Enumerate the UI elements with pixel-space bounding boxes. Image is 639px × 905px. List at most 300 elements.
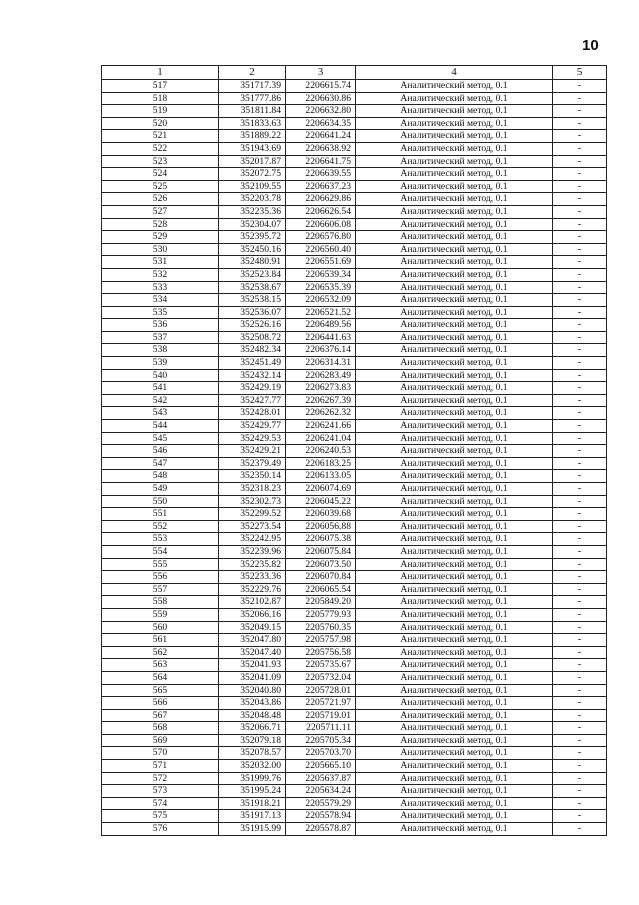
note-cell: -	[553, 697, 607, 710]
header-col-3: 3	[286, 66, 356, 80]
x-coordinate-cell: 352203.78	[219, 193, 286, 206]
note-cell: -	[553, 382, 607, 395]
table-row	[102, 168, 607, 181]
note-cell: -	[553, 810, 607, 823]
point-number-cell: 524	[102, 168, 219, 181]
note-cell: -	[553, 281, 607, 294]
y-coordinate-cell: 2205732.04	[286, 671, 356, 684]
table-row	[102, 634, 607, 647]
note-cell: -	[553, 306, 607, 319]
point-number-cell: 565	[102, 684, 219, 697]
note-cell: -	[553, 671, 607, 684]
method-cell: Аналитический метод, 0.1	[356, 331, 553, 344]
x-coordinate-cell: 351999.76	[219, 772, 286, 785]
method-cell: Аналитический метод, 0.1	[356, 256, 553, 269]
point-number-cell: 540	[102, 369, 219, 382]
note-cell: -	[553, 646, 607, 659]
point-number-cell: 575	[102, 810, 219, 823]
method-cell: Аналитический метод, 0.1	[356, 797, 553, 810]
table-row	[102, 671, 607, 684]
x-coordinate-cell: 352102.87	[219, 596, 286, 609]
x-coordinate-cell: 352428.01	[219, 407, 286, 420]
note-cell: -	[553, 268, 607, 281]
method-cell: Аналитический метод, 0.1	[356, 231, 553, 244]
point-number-cell: 547	[102, 457, 219, 470]
note-cell: -	[553, 659, 607, 672]
point-number-cell: 548	[102, 470, 219, 483]
table-row	[102, 596, 607, 609]
point-number-cell: 532	[102, 268, 219, 281]
page-number: 10	[582, 37, 599, 54]
method-cell: Аналитический метод, 0.1	[356, 142, 553, 155]
note-cell: -	[553, 596, 607, 609]
method-cell: Аналитический метод, 0.1	[356, 105, 553, 118]
note-cell: -	[553, 495, 607, 508]
table-row	[102, 243, 607, 256]
y-coordinate-cell: 2205705.34	[286, 734, 356, 747]
y-coordinate-cell: 2206070.84	[286, 571, 356, 584]
method-cell: Аналитический метод, 0.1	[356, 92, 553, 105]
point-number-cell: 569	[102, 734, 219, 747]
method-cell: Аналитический метод, 0.1	[356, 823, 553, 836]
note-cell: -	[553, 533, 607, 546]
y-coordinate-cell: 2206532.09	[286, 294, 356, 307]
y-coordinate-cell: 2206576.80	[286, 231, 356, 244]
x-coordinate-cell: 352302.73	[219, 495, 286, 508]
x-coordinate-cell: 352429.19	[219, 382, 286, 395]
y-coordinate-cell: 2206073.50	[286, 558, 356, 571]
point-number-cell: 550	[102, 495, 219, 508]
note-cell: -	[553, 470, 607, 483]
x-coordinate-cell: 352047.40	[219, 646, 286, 659]
x-coordinate-cell: 352066.16	[219, 608, 286, 621]
note-cell: -	[553, 420, 607, 433]
point-number-cell: 566	[102, 697, 219, 710]
table-row	[102, 394, 607, 407]
note-cell: -	[553, 243, 607, 256]
note-cell: -	[553, 608, 607, 621]
point-number-cell: 576	[102, 823, 219, 836]
method-cell: Аналитический метод, 0.1	[356, 382, 553, 395]
note-cell: -	[553, 734, 607, 747]
table-row	[102, 382, 607, 395]
note-cell: -	[553, 105, 607, 118]
method-cell: Аналитический метод, 0.1	[356, 394, 553, 407]
y-coordinate-cell: 2205579.29	[286, 797, 356, 810]
note-cell: -	[553, 797, 607, 810]
x-coordinate-cell: 352235.36	[219, 205, 286, 218]
method-cell: Аналитический метод, 0.1	[356, 533, 553, 546]
x-coordinate-cell: 351717.39	[219, 80, 286, 93]
note-cell: -	[553, 508, 607, 521]
table-row	[102, 470, 607, 483]
table-row	[102, 823, 607, 836]
x-coordinate-cell: 352072.75	[219, 168, 286, 181]
method-cell: Аналитический метод, 0.1	[356, 180, 553, 193]
note-cell: -	[553, 445, 607, 458]
point-number-cell: 522	[102, 142, 219, 155]
y-coordinate-cell: 2206240.53	[286, 445, 356, 458]
point-number-cell: 555	[102, 558, 219, 571]
x-coordinate-cell: 352047.80	[219, 634, 286, 647]
table-row	[102, 785, 607, 798]
note-cell: -	[553, 117, 607, 130]
method-cell: Аналитический метод, 0.1	[356, 709, 553, 722]
y-coordinate-cell: 2205779.93	[286, 608, 356, 621]
point-number-cell: 574	[102, 797, 219, 810]
point-number-cell: 523	[102, 155, 219, 168]
table-row	[102, 294, 607, 307]
x-coordinate-cell: 352041.09	[219, 671, 286, 684]
y-coordinate-cell: 2205711.11	[286, 722, 356, 735]
y-coordinate-cell: 2206637.23	[286, 180, 356, 193]
table-row	[102, 545, 607, 558]
x-coordinate-cell: 352048.48	[219, 709, 286, 722]
method-cell: Аналитический метод, 0.1	[356, 722, 553, 735]
table-row	[102, 621, 607, 634]
method-cell: Аналитический метод, 0.1	[356, 508, 553, 521]
note-cell: -	[553, 760, 607, 773]
point-number-cell: 549	[102, 483, 219, 496]
x-coordinate-cell: 352239.96	[219, 545, 286, 558]
table-row	[102, 608, 607, 621]
point-number-cell: 528	[102, 218, 219, 231]
method-cell: Аналитический метод, 0.1	[356, 470, 553, 483]
note-cell: -	[553, 130, 607, 143]
method-cell: Аналитический метод, 0.1	[356, 545, 553, 558]
point-number-cell: 564	[102, 671, 219, 684]
x-coordinate-cell: 352451.49	[219, 357, 286, 370]
point-number-cell: 563	[102, 659, 219, 672]
x-coordinate-cell: 352429.21	[219, 445, 286, 458]
y-coordinate-cell: 2205735.67	[286, 659, 356, 672]
y-coordinate-cell: 2206441.63	[286, 331, 356, 344]
y-coordinate-cell: 2205757.98	[286, 634, 356, 647]
note-cell: -	[553, 457, 607, 470]
y-coordinate-cell: 2206075.84	[286, 545, 356, 558]
y-coordinate-cell: 2205703.70	[286, 747, 356, 760]
header-col-4: 4	[356, 66, 553, 80]
note-cell: -	[553, 344, 607, 357]
y-coordinate-cell: 2206641.24	[286, 130, 356, 143]
table-row	[102, 218, 607, 231]
table-row	[102, 508, 607, 521]
point-number-cell: 536	[102, 319, 219, 332]
table-row	[102, 684, 607, 697]
x-coordinate-cell: 351915.99	[219, 823, 286, 836]
point-number-cell: 554	[102, 545, 219, 558]
method-cell: Аналитический метод, 0.1	[356, 205, 553, 218]
y-coordinate-cell: 2206632.80	[286, 105, 356, 118]
x-coordinate-cell: 352508.72	[219, 331, 286, 344]
y-coordinate-cell: 2206241.66	[286, 420, 356, 433]
point-number-cell: 559	[102, 608, 219, 621]
method-cell: Аналитический метод, 0.1	[356, 583, 553, 596]
method-cell: Аналитический метод, 0.1	[356, 294, 553, 307]
note-cell: -	[553, 357, 607, 370]
note-cell: -	[553, 634, 607, 647]
table-row	[102, 331, 607, 344]
y-coordinate-cell: 2206606.08	[286, 218, 356, 231]
method-cell: Аналитический метод, 0.1	[356, 671, 553, 684]
x-coordinate-cell: 351889.22	[219, 130, 286, 143]
note-cell: -	[553, 294, 607, 307]
table-row	[102, 760, 607, 773]
point-number-cell: 557	[102, 583, 219, 596]
table-row	[102, 772, 607, 785]
point-number-cell: 535	[102, 306, 219, 319]
method-cell: Аналитический метод, 0.1	[356, 772, 553, 785]
point-number-cell: 527	[102, 205, 219, 218]
table-row	[102, 205, 607, 218]
table-row	[102, 697, 607, 710]
note-cell: -	[553, 205, 607, 218]
note-cell: -	[553, 785, 607, 798]
note-cell: -	[553, 319, 607, 332]
method-cell: Аналитический метод, 0.1	[356, 445, 553, 458]
method-cell: Аналитический метод, 0.1	[356, 155, 553, 168]
method-cell: Аналитический метод, 0.1	[356, 571, 553, 584]
table-row	[102, 747, 607, 760]
x-coordinate-cell: 352538.67	[219, 281, 286, 294]
note-cell: -	[553, 231, 607, 244]
x-coordinate-cell: 352079.18	[219, 734, 286, 747]
y-coordinate-cell: 2206065.54	[286, 583, 356, 596]
table-row	[102, 256, 607, 269]
table-row	[102, 533, 607, 546]
note-cell: -	[553, 394, 607, 407]
note-cell: -	[553, 684, 607, 697]
table-row	[102, 709, 607, 722]
x-coordinate-cell: 351917.13	[219, 810, 286, 823]
point-number-cell: 542	[102, 394, 219, 407]
method-cell: Аналитический метод, 0.1	[356, 218, 553, 231]
method-cell: Аналитический метод, 0.1	[356, 117, 553, 130]
table-row	[102, 495, 607, 508]
note-cell: -	[553, 80, 607, 93]
point-number-cell: 539	[102, 357, 219, 370]
note-cell: -	[553, 92, 607, 105]
y-coordinate-cell: 2206314.31	[286, 357, 356, 370]
table-row	[102, 483, 607, 496]
x-coordinate-cell: 351833.63	[219, 117, 286, 130]
x-coordinate-cell: 352538.15	[219, 294, 286, 307]
x-coordinate-cell: 352429.77	[219, 420, 286, 433]
y-coordinate-cell: 2206560.40	[286, 243, 356, 256]
table-row	[102, 571, 607, 584]
point-number-cell: 561	[102, 634, 219, 647]
note-cell: -	[553, 722, 607, 735]
method-cell: Аналитический метод, 0.1	[356, 697, 553, 710]
note-cell: -	[553, 432, 607, 445]
method-cell: Аналитический метод, 0.1	[356, 646, 553, 659]
table-row	[102, 180, 607, 193]
y-coordinate-cell: 2206630.86	[286, 92, 356, 105]
table-row	[102, 420, 607, 433]
method-cell: Аналитический метод, 0.1	[356, 319, 553, 332]
method-cell: Аналитический метод, 0.1	[356, 369, 553, 382]
point-number-cell: 562	[102, 646, 219, 659]
table-row	[102, 306, 607, 319]
x-coordinate-cell: 352229.76	[219, 583, 286, 596]
note-cell: -	[553, 218, 607, 231]
method-cell: Аналитический метод, 0.1	[356, 810, 553, 823]
y-coordinate-cell: 2205756.58	[286, 646, 356, 659]
method-cell: Аналитический метод, 0.1	[356, 306, 553, 319]
table-row	[102, 155, 607, 168]
table-row	[102, 432, 607, 445]
point-number-cell: 534	[102, 294, 219, 307]
point-number-cell: 567	[102, 709, 219, 722]
y-coordinate-cell: 2206641.75	[286, 155, 356, 168]
x-coordinate-cell: 352043.86	[219, 697, 286, 710]
table-row	[102, 117, 607, 130]
table-row	[102, 445, 607, 458]
method-cell: Аналитический метод, 0.1	[356, 684, 553, 697]
x-coordinate-cell: 352526.16	[219, 319, 286, 332]
method-cell: Аналитический метод, 0.1	[356, 243, 553, 256]
note-cell: -	[553, 747, 607, 760]
x-coordinate-cell: 352233.36	[219, 571, 286, 584]
y-coordinate-cell: 2206074.69	[286, 483, 356, 496]
point-number-cell: 518	[102, 92, 219, 105]
method-cell: Аналитический метод, 0.1	[356, 193, 553, 206]
point-number-cell: 545	[102, 432, 219, 445]
point-number-cell: 519	[102, 105, 219, 118]
x-coordinate-cell: 352318.23	[219, 483, 286, 496]
point-number-cell: 538	[102, 344, 219, 357]
x-coordinate-cell: 351995.24	[219, 785, 286, 798]
header-col-2: 2	[219, 66, 286, 80]
table-row	[102, 231, 607, 244]
method-cell: Аналитический метод, 0.1	[356, 420, 553, 433]
table-row	[102, 520, 607, 533]
point-number-cell: 573	[102, 785, 219, 798]
x-coordinate-cell: 351777.86	[219, 92, 286, 105]
method-cell: Аналитический метод, 0.1	[356, 734, 553, 747]
x-coordinate-cell: 351918.21	[219, 797, 286, 810]
note-cell: -	[553, 558, 607, 571]
x-coordinate-cell: 351811.84	[219, 105, 286, 118]
y-coordinate-cell: 2205719.01	[286, 709, 356, 722]
point-number-cell: 537	[102, 331, 219, 344]
table-row	[102, 105, 607, 118]
point-number-cell: 572	[102, 772, 219, 785]
note-cell: -	[553, 155, 607, 168]
y-coordinate-cell: 2206626.54	[286, 205, 356, 218]
x-coordinate-cell: 352242.95	[219, 533, 286, 546]
point-number-cell: 525	[102, 180, 219, 193]
x-coordinate-cell: 352017.87	[219, 155, 286, 168]
y-coordinate-cell: 2206535.39	[286, 281, 356, 294]
y-coordinate-cell: 2206075.38	[286, 533, 356, 546]
y-coordinate-cell: 2206267.39	[286, 394, 356, 407]
note-cell: -	[553, 621, 607, 634]
x-coordinate-cell: 352450.16	[219, 243, 286, 256]
y-coordinate-cell: 2206039.68	[286, 508, 356, 521]
point-number-cell: 544	[102, 420, 219, 433]
x-coordinate-cell: 352429.53	[219, 432, 286, 445]
point-number-cell: 568	[102, 722, 219, 735]
point-number-cell: 570	[102, 747, 219, 760]
note-cell: -	[553, 369, 607, 382]
x-coordinate-cell: 352049.15	[219, 621, 286, 634]
method-cell: Аналитический метод, 0.1	[356, 785, 553, 798]
point-number-cell: 556	[102, 571, 219, 584]
x-coordinate-cell: 352078.57	[219, 747, 286, 760]
y-coordinate-cell: 2205728.01	[286, 684, 356, 697]
method-cell: Аналитический метод, 0.1	[356, 168, 553, 181]
table-row	[102, 457, 607, 470]
table-row	[102, 357, 607, 370]
point-number-cell: 541	[102, 382, 219, 395]
table-row	[102, 281, 607, 294]
note-cell: -	[553, 168, 607, 181]
x-coordinate-cell: 352379.49	[219, 457, 286, 470]
x-coordinate-cell: 352482.34	[219, 344, 286, 357]
table-row	[102, 193, 607, 206]
x-coordinate-cell: 352536.07	[219, 306, 286, 319]
method-cell: Аналитический метод, 0.1	[356, 621, 553, 634]
x-coordinate-cell: 352032.00	[219, 760, 286, 773]
table-row	[102, 558, 607, 571]
y-coordinate-cell: 2206283.49	[286, 369, 356, 382]
table-row	[102, 810, 607, 823]
point-number-cell: 560	[102, 621, 219, 634]
x-coordinate-cell: 352066.71	[219, 722, 286, 735]
method-cell: Аналитический метод, 0.1	[356, 747, 553, 760]
x-coordinate-cell: 352523.84	[219, 268, 286, 281]
y-coordinate-cell: 2205578.94	[286, 810, 356, 823]
method-cell: Аналитический метод, 0.1	[356, 357, 553, 370]
y-coordinate-cell: 2206489.56	[286, 319, 356, 332]
method-cell: Аналитический метод, 0.1	[356, 432, 553, 445]
y-coordinate-cell: 2206638.92	[286, 142, 356, 155]
x-coordinate-cell: 352235.82	[219, 558, 286, 571]
coordinates-table	[101, 65, 607, 836]
x-coordinate-cell: 352427.77	[219, 394, 286, 407]
x-coordinate-cell: 352299.52	[219, 508, 286, 521]
y-coordinate-cell: 2206133.05	[286, 470, 356, 483]
method-cell: Аналитический метод, 0.1	[356, 407, 553, 420]
point-number-cell: 551	[102, 508, 219, 521]
table-row	[102, 583, 607, 596]
y-coordinate-cell: 2206639.55	[286, 168, 356, 181]
note-cell: -	[553, 193, 607, 206]
method-cell: Аналитический метод, 0.1	[356, 634, 553, 647]
table-row	[102, 319, 607, 332]
table-row	[102, 92, 607, 105]
coordinates-table-wrapper	[101, 65, 607, 836]
point-number-cell: 552	[102, 520, 219, 533]
x-coordinate-cell: 352395.72	[219, 231, 286, 244]
table-row	[102, 722, 607, 735]
table-body	[102, 80, 607, 836]
table-row	[102, 344, 607, 357]
method-cell: Аналитический метод, 0.1	[356, 344, 553, 357]
note-cell: -	[553, 823, 607, 836]
point-number-cell: 517	[102, 80, 219, 93]
y-coordinate-cell: 2206539.34	[286, 268, 356, 281]
method-cell: Аналитический метод, 0.1	[356, 558, 553, 571]
table-row	[102, 142, 607, 155]
y-coordinate-cell: 2205760.35	[286, 621, 356, 634]
table-row	[102, 80, 607, 93]
header-col-5: 5	[553, 66, 607, 80]
note-cell: -	[553, 142, 607, 155]
method-cell: Аналитический метод, 0.1	[356, 457, 553, 470]
y-coordinate-cell: 2206629.86	[286, 193, 356, 206]
